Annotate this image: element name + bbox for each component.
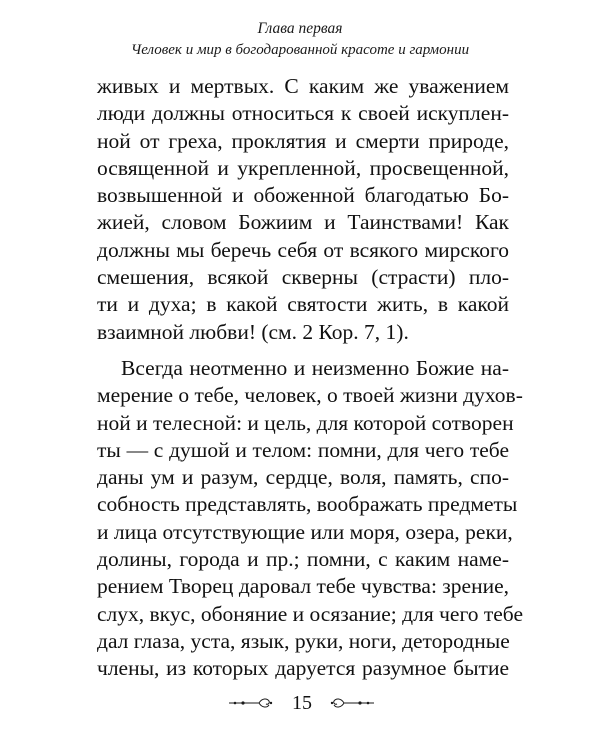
page-number: 15 [292,692,312,714]
text-line: собность представлять, воображать предметы [97,492,518,517]
text-line: ной и телесной: и цель, для которой сотворен [97,410,514,435]
running-head-title: Человек и мир в богодарованной красоте и гармонии [130,42,470,58]
text-line: члены, из которых даруется разумное бытие [97,656,509,681]
text-line: освященной и укрепленной, просвещенной, [97,155,509,180]
text-line: люди должны относиться к своей искуплен- [97,101,509,126]
text-line: мерение о тебе, человек, о твоей жизни духов- [97,383,523,408]
text-line: смешения, всякой скверны (страсти) пло- [97,265,509,290]
text-line: и лица отсутствующие или моря, озера, реки, [97,519,513,544]
text-line: возвышенной и обоженной благодатью Бо- [97,183,509,208]
text-line: взаимной любви! (см. 2 Кор. 7, 1). [97,319,409,344]
text-line: должны мы беречь себя от всякого мирского [97,237,509,262]
text-line: долины, города и пр.; помни, с каким наме- [97,547,509,572]
text-line: дал глаза, уста, язык, руки, ноги, детородные [97,628,510,653]
running-head-chapter: Глава первая [257,20,343,37]
paragraph-1 [97,73,509,346]
text-line: живых и мертвых. С каким же уважением [97,74,509,98]
left-ornament-icon [229,696,273,710]
text-line: Всегда неотменно и неизменно Божие на- [121,356,509,380]
folio [0,692,600,722]
paragraph-2 [97,355,523,683]
text-line: жией, словом Божиим и Таинствами! Как [97,210,509,235]
right-ornament-icon [330,696,374,710]
text-line: слух, вкус, обоняние и осязание; для чего тебе [97,601,523,626]
text-line: ти и духа; в какой святости жить, в какой [97,292,509,317]
text-line: рением Творец даровал тебе чувства: зрение, [97,574,510,599]
text-line: ной от греха, проклятия и смерти природе, [97,128,509,153]
text-line: даны ум и разум, сердце, воля, память, спо- [97,465,509,490]
text-line: ты — с душой и телом: помни, для чего тебе [97,437,509,462]
